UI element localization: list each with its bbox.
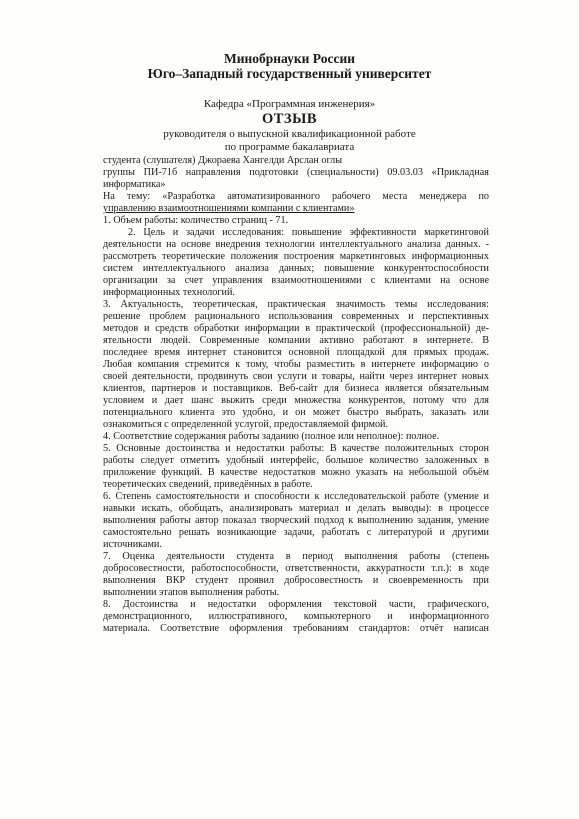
section-6-line: 6. Степень самостоятельности и способности к исследовательской работе (умение и — [103, 491, 489, 502]
section-2-line: деятельности на основе внедрения технологии интеллектуального анализа данных. - — [103, 239, 489, 250]
group-line-cont: информатика» — [103, 179, 166, 190]
section-5-line: теоретических сведений, приведённых в работе. — [103, 479, 313, 490]
section-3-line: ятельности людей. Современные компании активно работают в интернете. В — [103, 335, 489, 346]
section-3-line: решение проблем рационального использования современных и перспективных — [103, 311, 489, 322]
section-3-line: последнее время интернет становится основной площадкой для прямых продаж. — [103, 347, 489, 358]
section-3-line: своей деятельности, продвинуть свои услуги и товары, найти через интернет новых — [103, 371, 489, 382]
section-8-line: демонстрационного, иллюстративного, компьютерного и информационного — [103, 611, 489, 622]
group-line: группы ПИ-71б направления подготовки (специальности) 09.03.03 «Прикладная — [103, 167, 489, 178]
section-2-line: рассмотреть теоретические положения построения маркетинговых информационных — [103, 251, 489, 262]
section-6-line: выполнения работы автор показал творческий подход к выполнению задания, умение — [103, 515, 489, 526]
section-8-line: 8. Достоинства и недостатки оформления текстовой части, графического, — [103, 599, 489, 610]
section-3-line: ознакомиться с определенной услугой, предоставляемой фирмой. — [103, 419, 389, 430]
section-6-line: самостоятельно решать возникающие задачи, работать с литературой и другими — [103, 527, 489, 538]
section-2-line: организации за счет управления взаимоотношениями с клиентами на основе — [103, 275, 489, 286]
section-7-line: 7. Оценка деятельности студента в период выполнения работы (степень — [103, 551, 489, 562]
document-title: ОТЗЫВ — [261, 111, 317, 127]
subtitle-line-1: руководителя о выпускной квалификационной работе — [163, 128, 416, 140]
section-5-line: работы следует отметить удобный интерфейс, большое количество заложенных в — [103, 455, 489, 466]
section-6-line: навыки искать, обобщать, анализировать материал и делать выводы): в процессе — [103, 503, 489, 514]
section-3-line: клиентов, партнеров и поставщиков. Веб-сайт для бизнеса является обязательным — [103, 383, 489, 394]
topic-line-cont: управлению взаимоотношениями компании с клиентами» — [103, 203, 355, 214]
section-8-line: материала. Соответствие оформления требованиям стандартов: отчёт написан — [103, 623, 489, 634]
university-heading: Юго–Западный государственный университет — [147, 66, 432, 81]
section-7-line: добросовестности, работоспособности, ответственности, аккуратности т.п.): в ходе — [103, 563, 489, 574]
section-6-line: источниками. — [103, 539, 162, 550]
section-1: 1. Объем работы: количество страниц - 71. — [103, 215, 289, 226]
section-3-line: условием и дает шанс выжить среди множества конкурентов, потому что для — [103, 395, 489, 406]
section-3-line: потенциального клиента это удобно, и он может быстро выбрать, заказать или — [103, 407, 489, 418]
section-7-line: выполнении этапов выполнения работы. — [103, 587, 280, 598]
section-7-line: выполнения ВКР студент проявил добросовестность и своевременность при — [103, 575, 489, 586]
section-5-line: приложение функций. В качестве недостатков можно указать на небольшой объём — [103, 467, 489, 478]
topic-line: На тему: «Разработка автоматизированного рабочего места менеджера по — [103, 191, 489, 202]
ministry-heading: Минобрнауки России — [223, 51, 356, 66]
section-2-line: информационных технологий. — [103, 287, 235, 298]
section-4: 4. Соответствие содержания работы заданию (полное или неполное): полное. — [103, 431, 440, 442]
section-5-line: 5. Основные достоинства и недостатки работы: В качестве положительных сторон — [103, 443, 489, 454]
subtitle-line-2: по программе бакалавриата — [224, 141, 355, 153]
section-3-line: Любая компания стремится к тому, чтобы разместить в интернете информацию о — [103, 359, 489, 370]
department-line: Кафедра «Программная инженерия» — [203, 98, 376, 110]
section-3-line: методов и средств обработки информации в практической (профессиональной) де- — [103, 323, 489, 334]
section-2-line: 2. Цель и задачи исследования: повышение эффективности маркетинговой — [128, 227, 489, 238]
section-3-line: 3. Актуальность, теоретическая, практическая значимость темы исследования: — [103, 299, 489, 310]
section-2-line: систем интеллектуального анализа данных; повышение конкурентоспособности — [103, 263, 489, 274]
student-line: студента (слушателя) Джораева Хангелди Арслан оглы — [103, 155, 343, 166]
